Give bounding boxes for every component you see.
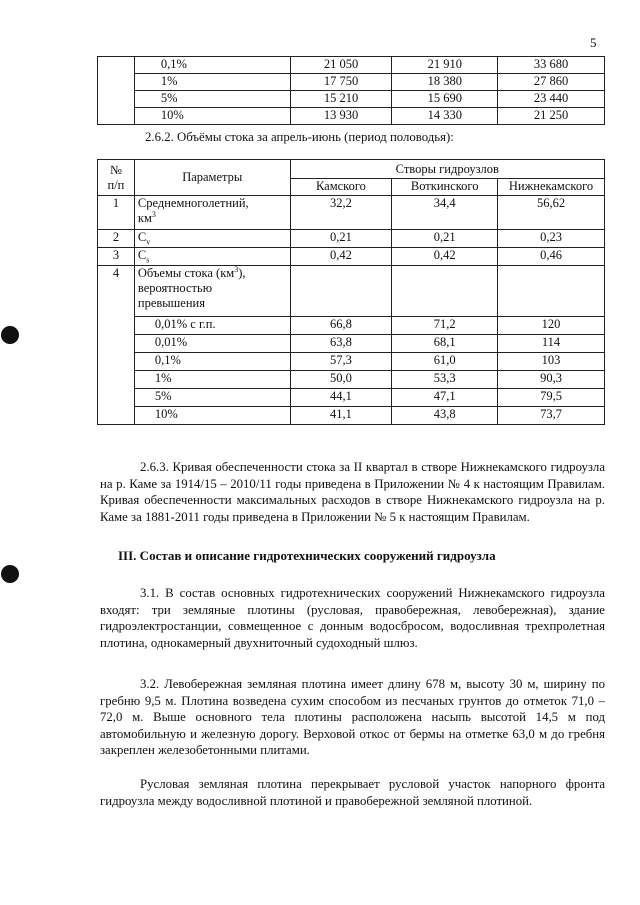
table-row (98, 266, 605, 317)
table-cell: 0,01% с г.п. (134, 317, 290, 335)
table-cell (290, 266, 392, 317)
table-cell: 43,8 (392, 407, 498, 425)
table-cell: 15 690 (392, 91, 498, 108)
header-group: Створы гидроузлов (290, 160, 604, 179)
superscript: 3 (234, 264, 239, 274)
table-cell: 21 050 (290, 57, 392, 74)
row-label: ), (238, 266, 246, 280)
table-cell: 10% (134, 407, 290, 425)
table-cell: 5% (134, 389, 290, 407)
table-row (98, 108, 605, 125)
table-cell: 0,42 (290, 248, 392, 266)
table-cell: 0,01% (134, 335, 290, 353)
table-row (98, 57, 605, 74)
table-cell: 57,3 (290, 353, 392, 371)
punch-hole (1, 326, 19, 344)
flow-table-continuation (97, 56, 605, 125)
row-label: C (137, 248, 147, 262)
page-number: 5 (590, 35, 597, 50)
table-cell: 23 440 (498, 91, 605, 108)
header-cell (98, 160, 135, 196)
table-row (98, 74, 605, 91)
table-row (98, 389, 605, 407)
row-label: Среднемноголетний, (137, 196, 249, 210)
header-col: Камского (290, 179, 392, 196)
table-cell: 0,46 (498, 248, 605, 266)
table-cell: 18 380 (392, 74, 498, 91)
table-cell: 114 (498, 335, 605, 353)
table-cell: 13 930 (290, 108, 392, 125)
section-heading: III. Состав и описание гидротехнических сооружений гидроузла (118, 548, 496, 563)
table-cell (134, 196, 290, 230)
table-row (98, 371, 605, 389)
table-cell (392, 266, 498, 317)
table-cell (98, 57, 135, 125)
table-row (98, 230, 605, 248)
table-cell: 63,8 (290, 335, 392, 353)
superscript: 3 (151, 209, 156, 219)
table-cell: 32,2 (290, 196, 392, 230)
row-label: вероятностью (137, 281, 213, 295)
table-cell: 68,1 (392, 335, 498, 353)
section-caption: 2.6.2. Объёмы стока за апрель-июнь (период половодья): (145, 130, 454, 144)
header-num: № (109, 162, 122, 177)
table-cell: 3 (98, 248, 135, 266)
table-cell: 0,23 (498, 230, 605, 248)
table-cell (134, 248, 290, 266)
table-cell: 90,3 (498, 371, 605, 389)
table-cell: 15 210 (290, 91, 392, 108)
table-cell: 14 330 (392, 108, 498, 125)
row-label: Объемы стока (км (137, 266, 235, 280)
table-cell: 0,42 (392, 248, 498, 266)
table-cell (134, 230, 290, 248)
table-cell: 66,8 (290, 317, 392, 335)
table-cell: 1 (98, 196, 135, 230)
table-row (98, 353, 605, 371)
header-col: Воткинского (392, 179, 498, 196)
table-row (98, 317, 605, 335)
table-row (98, 91, 605, 108)
table-row (98, 196, 605, 230)
table-cell: 21 910 (392, 57, 498, 74)
table-cell: 41,1 (290, 407, 392, 425)
header-params: Параметры (134, 160, 290, 196)
table-row (98, 335, 605, 353)
table-cell: 0,21 (290, 230, 392, 248)
paragraph-3-1: 3.1. В состав основных гидротехнических сооружений Нижнекамского гидроузла входят: три земляные плотины (русловая, правобережная, левобережная), здание гидроэлектростанции, совмещенное с донным водосбросом, водосливная трехпролетная плотина, однокамерный двухниточный судоходный шлюз. (100, 586, 605, 650)
table-cell: 73,7 (498, 407, 605, 425)
table-cell: 0,1% (134, 57, 290, 74)
table-row (98, 248, 605, 266)
paragraph-channel-dam: Русловая земляная плотина перекрывает русловой участок напорного фронта гидроузла между водосливной плотиной и правобережной земляной плотиной. (100, 777, 605, 808)
table-cell: 71,2 (392, 317, 498, 335)
subscript: v (146, 237, 151, 247)
header-col: Нижнекамского (498, 179, 605, 196)
table-cell: 5% (134, 91, 290, 108)
table-cell: 61,0 (392, 353, 498, 371)
header-num2: п/п (107, 177, 125, 192)
row-label: C (137, 230, 147, 244)
table-cell: 34,4 (392, 196, 498, 230)
table-cell: 1% (134, 74, 290, 91)
table-cell: 79,5 (498, 389, 605, 407)
table-cell (134, 266, 290, 317)
table-cell: 27 860 (498, 74, 605, 91)
punch-hole (1, 565, 19, 583)
row-label: превышения (137, 296, 205, 310)
table-cell: 2 (98, 230, 135, 248)
table-cell: 33 680 (498, 57, 605, 74)
table-cell: 0,21 (392, 230, 498, 248)
table-cell: 1% (134, 371, 290, 389)
table-cell: 10% (134, 108, 290, 125)
table-cell: 4 (98, 266, 135, 425)
table-cell: 21 250 (498, 108, 605, 125)
table-row (98, 407, 605, 425)
table-cell: 103 (498, 353, 605, 371)
paragraph-3-2: 3.2. Левобережная земляная плотина имеет длину 678 м, высоту 30 м, ширину по гребню 9,5 м. Плотина возведена сухим способом из песчаных грунтов до отметок 71,0 – 72,0 м. Выше основного тела плотины расположена насыпь высотой 14,5 м под автомобильную и железную дорогу. Верховой откос от бермы на отметке 63,0 м до гребня закреплен железобетонными плитами. (100, 677, 605, 757)
table-cell: 120 (498, 317, 605, 335)
subscript: s (146, 255, 150, 265)
table-cell: 53,3 (392, 371, 498, 389)
table-cell: 50,0 (290, 371, 392, 389)
table-cell (498, 266, 605, 317)
table-cell: 56,62 (498, 196, 605, 230)
table-header-row (98, 160, 605, 179)
paragraph-2-6-3: 2.6.3. Кривая обеспеченности стока за II квартал в створе Нижнекамского гидроузла на р. Каме за 1914/15 – 2010/11 годы приведена в Приложении № 4 к настоящим Правилам. Кривая обеспеченности максимальных расходов в створе Нижнекамского гидроузла на р. Каме за 1881-2011 годы приведена в Приложении № 5 к настоящим Правилам. (100, 460, 605, 524)
row-label-unit: км (137, 211, 152, 225)
runoff-volume-table (97, 159, 605, 425)
table-cell: 0,1% (134, 353, 290, 371)
table-cell: 44,1 (290, 389, 392, 407)
table-cell: 17 750 (290, 74, 392, 91)
table-cell: 47,1 (392, 389, 498, 407)
